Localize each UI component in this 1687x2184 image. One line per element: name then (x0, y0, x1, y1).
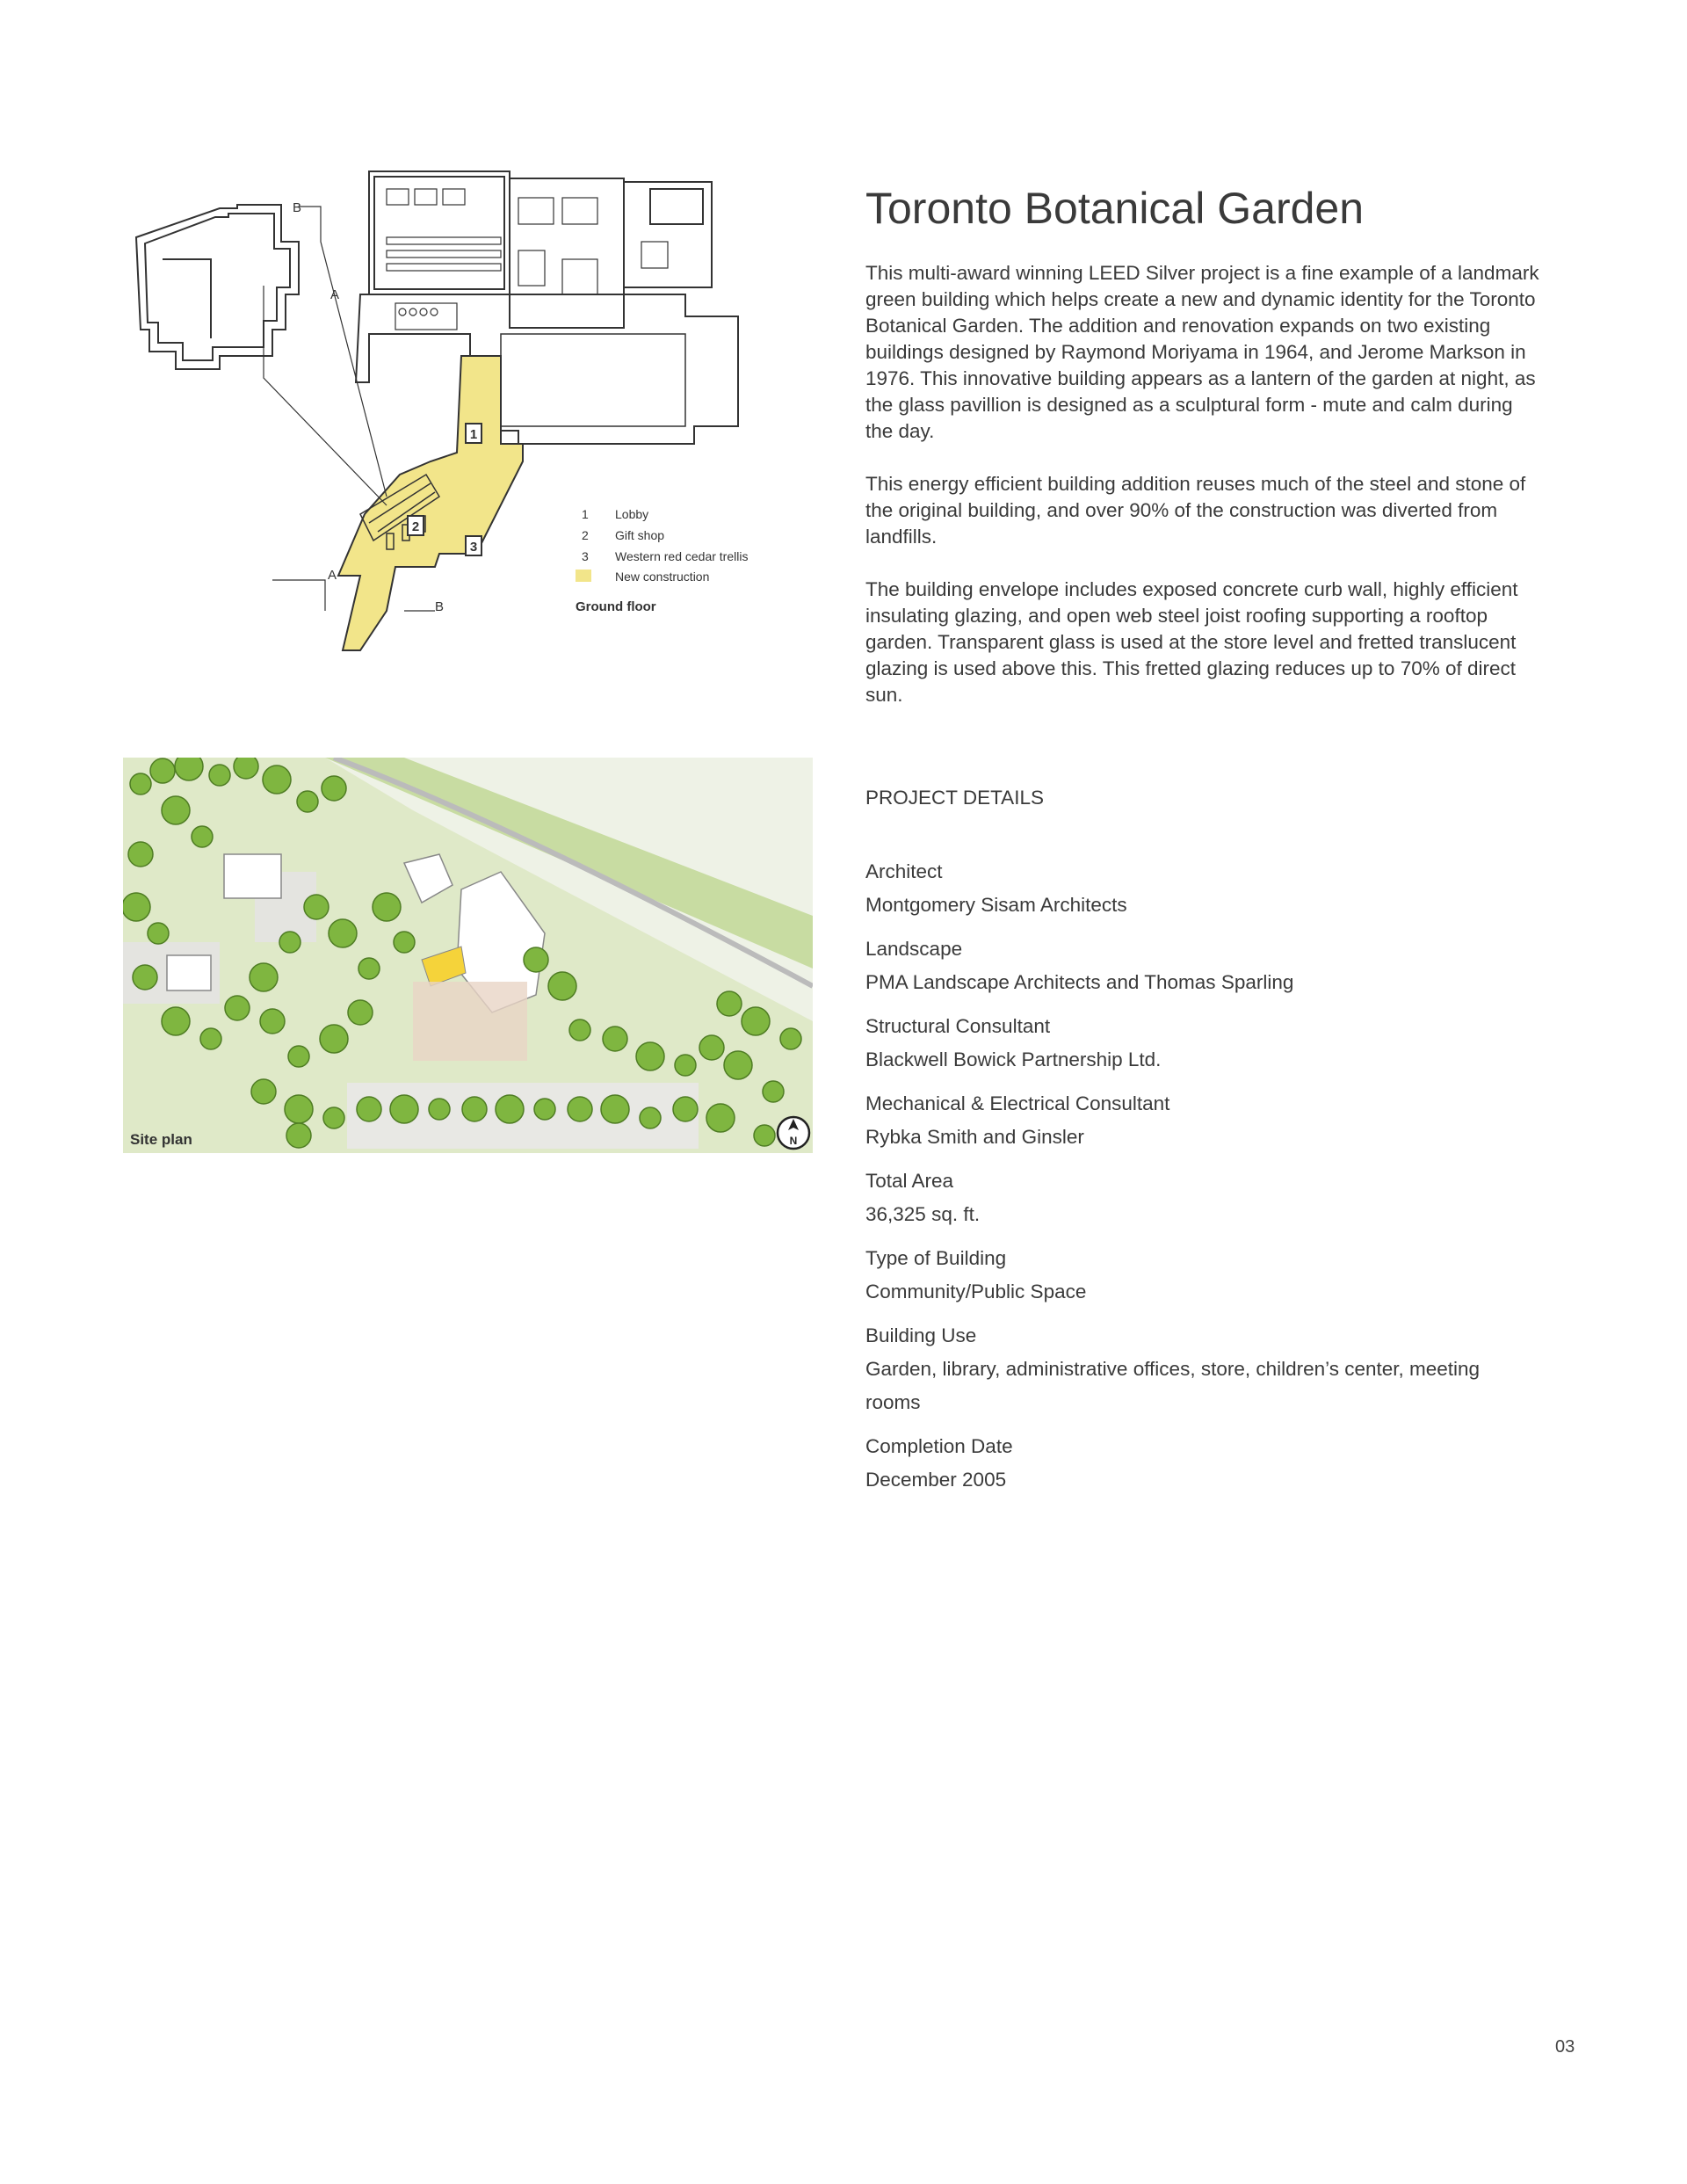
tree-icon (706, 1104, 735, 1132)
tree-icon (209, 765, 230, 786)
legend-number-2: 2 (582, 528, 589, 542)
tree-icon (260, 1009, 285, 1034)
detail-type-of-building (865, 1242, 1542, 1309)
tree-icon (524, 947, 548, 972)
tree-icon (780, 1028, 801, 1049)
legend-label-trellis: Western red cedar trellis (615, 549, 749, 563)
detail-architect (865, 855, 1542, 922)
tree-icon (200, 1028, 221, 1049)
tree-icon (192, 826, 213, 847)
detail-mechanical-electrical (865, 1087, 1542, 1154)
tree-icon (297, 791, 318, 812)
intro-paragraph: This multi-award winning LEED Silver project is a fine example of a landmark green building which helps create a new and dynamic identity for the Toronto Botanical Garden. The addition and renovation expands on two existing buildings designed by Raymond Moriyama in 1964, and Jerome Markson in 1976. This innovative building appears as a lantern of the garden at night, as the glass pavillion is designed as a sculptural form - mute and calm during the day. (865, 262, 1539, 442)
tree-icon (288, 1046, 309, 1067)
tree-icon (548, 972, 576, 1000)
tree-icon (390, 1095, 418, 1123)
section-mark-b-bottom: B (435, 599, 445, 614)
tree-icon (285, 1095, 313, 1123)
tree-icon (569, 1019, 590, 1041)
tree-icon (323, 1107, 344, 1128)
tree-icon (130, 773, 151, 795)
tree-icon (763, 1081, 784, 1102)
tree-icon (263, 765, 291, 794)
tree-icon (636, 1042, 664, 1070)
tree-icon (286, 1123, 311, 1148)
tree-icon (348, 1000, 373, 1025)
tree-icon (150, 758, 175, 783)
tree-icon (742, 1007, 770, 1035)
tree-icon (175, 758, 203, 780)
legend-number-1: 1 (582, 507, 589, 521)
tree-icon (162, 1007, 190, 1035)
tree-icon (717, 991, 742, 1016)
page-number: 03 (1555, 2037, 1575, 2057)
north-label: N (789, 1135, 798, 1147)
floor-plan-legend (576, 507, 748, 614)
tree-icon (279, 932, 300, 953)
detail-value: Community/Public Space (865, 1281, 1087, 1302)
energy-paragraph: This energy efficient building addition reuses much of the steel and stone of the original building, and over 90% of the construction was diverted from landfills. (865, 473, 1526, 548)
room-number-lobby: 1 (469, 427, 478, 442)
detail-total-area (865, 1165, 1542, 1231)
detail-label: Mechanical & Electrical Consultant (865, 1092, 1170, 1114)
tree-icon (123, 893, 150, 921)
detail-value: Garden, library, administrative offices, store, children’s center, meeting rooms (865, 1358, 1481, 1413)
tree-icon (357, 1097, 381, 1121)
detail-completion-date (865, 1430, 1542, 1497)
detail-label: Landscape (865, 938, 963, 960)
detail-label: Architect (865, 860, 943, 882)
detail-building-use (865, 1319, 1542, 1419)
detail-landscape (865, 932, 1542, 999)
detail-label: Structural Consultant (865, 1015, 1051, 1037)
detail-label: Total Area (865, 1170, 954, 1192)
tree-icon (603, 1027, 627, 1051)
north-arrow-icon (778, 1117, 809, 1149)
detail-value: PMA Landscape Architects and Thomas Sparling (865, 971, 1294, 993)
tree-icon (724, 1051, 752, 1079)
ground-floor-plan (123, 163, 756, 655)
tree-icon (329, 919, 357, 947)
floor-plan-caption: Ground floor (576, 599, 656, 614)
tree-icon (601, 1095, 629, 1123)
tree-icon (534, 1099, 555, 1120)
tree-icon (162, 796, 190, 824)
tree-icon (234, 758, 258, 779)
tree-icon (251, 1079, 276, 1104)
tree-icon (754, 1125, 775, 1146)
site-plan-caption: Site plan (130, 1131, 192, 1148)
project-details-list (865, 855, 1542, 1507)
legend-swatch-new-construction (576, 570, 591, 582)
legend-label-lobby: Lobby (615, 507, 649, 521)
tree-icon (373, 893, 401, 921)
tree-icon (250, 963, 278, 991)
tree-icon (304, 895, 329, 919)
section-mark-b-top: B (293, 200, 302, 215)
tree-icon (128, 842, 153, 867)
detail-label: Completion Date (865, 1435, 1013, 1457)
detail-value: Blackwell Bowick Partnership Ltd. (865, 1048, 1162, 1070)
room-number-trellis: 3 (469, 540, 478, 555)
tree-icon (358, 958, 380, 979)
tree-icon (429, 1099, 450, 1120)
project-details-heading: PROJECT DETAILS (865, 787, 1044, 809)
page-title: Toronto Botanical Garden (865, 184, 1365, 233)
tree-icon (462, 1097, 487, 1121)
tree-icon (133, 965, 157, 990)
section-mark-a-top: A (330, 287, 340, 302)
detail-structural-consultant (865, 1010, 1542, 1077)
tree-icon (322, 776, 346, 801)
legend-label-gift-shop: Gift shop (615, 528, 665, 542)
tree-icon (673, 1097, 698, 1121)
detail-value: 36,325 sq. ft. (865, 1203, 981, 1225)
section-mark-a-bottom: A (328, 568, 337, 583)
detail-value: Montgomery Sisam Architects (865, 894, 1127, 916)
tree-icon (699, 1035, 724, 1060)
legend-label-new-construction: New construction (615, 570, 710, 584)
tree-icon (394, 932, 415, 953)
tree-icon (675, 1055, 696, 1076)
detail-value: Rybka Smith and Ginsler (865, 1126, 1084, 1148)
tree-icon (568, 1097, 592, 1121)
detail-label: Building Use (865, 1324, 977, 1346)
tree-icon (496, 1095, 524, 1123)
tree-icon (640, 1107, 661, 1128)
legend-number-3: 3 (582, 549, 589, 563)
site-plan-map (123, 758, 813, 1153)
envelope-paragraph: The building envelope includes exposed concrete curb wall, highly efficient insulating glazing, and open web steel joist roofing supporting a rooftop garden. Transparent glass is used at the store level and fretted translucent glazing is used above this. This fretted glazing reduces up to 70% of direct sun. (865, 578, 1518, 706)
room-number-gift-shop: 2 (411, 519, 420, 534)
detail-label: Type of Building (865, 1247, 1007, 1269)
detail-value: December 2005 (865, 1469, 1007, 1491)
tree-icon (320, 1025, 348, 1053)
tree-icon (148, 923, 169, 944)
tree-icon (225, 996, 250, 1020)
